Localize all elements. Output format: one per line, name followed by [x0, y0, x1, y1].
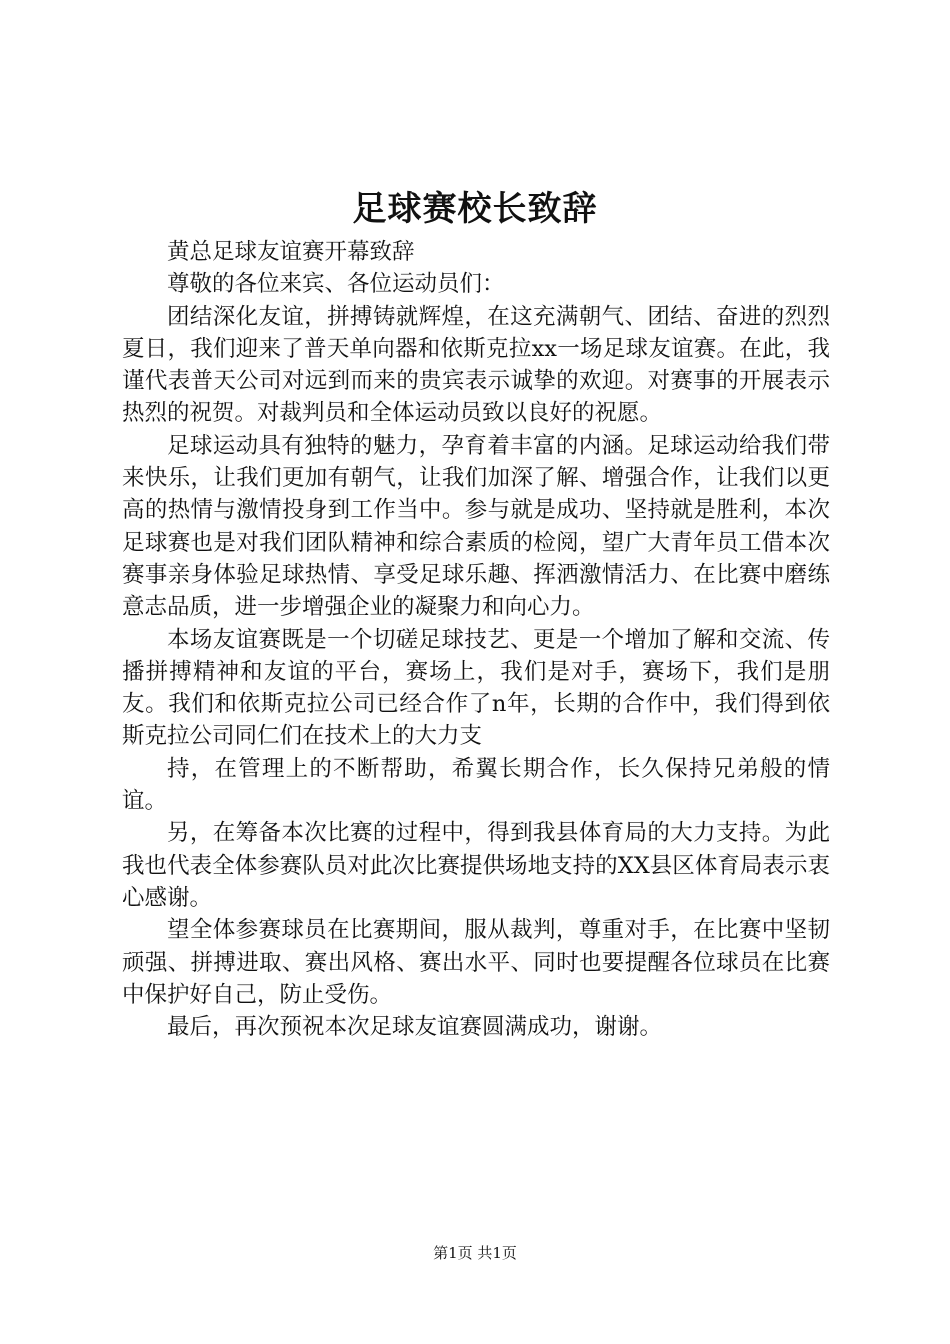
- salutation-paragraph: 尊敬的各位来宾、各位运动员们：: [167, 271, 505, 298]
- document-title: 足球赛校长致辞: [352, 189, 598, 229]
- body-paragraph: 足球运动具有独特的魅力，孕育着丰富的内涵。足球运动给我们带来快乐，让我们更加有朝气，让我们加深了解、增强合作，让我们以更高的热情与激情投身到工作当中。参与就是成功、坚持就是胜利，本次足球赛也是对我们团队精神和综合素质的检阅，望广大青年员工借本次赛事亲身体验足球热情、享受足球乐趣、挥洒激情活力、在比赛中磨练意志品质，进一步增强企业的凝聚力和向心力。: [122, 432, 830, 621]
- body-paragraph: 另，在筹备本次比赛的过程中，得到我县体育局的大力支持。为此我也代表全体参赛队员对此次比赛提供场地支持的XX县区体育局表示衷心感谢。: [122, 820, 830, 911]
- document-body: [122, 236, 830, 1043]
- closing-paragraph: 最后，再次预祝本次足球友谊赛圆满成功，谢谢。: [167, 1014, 663, 1041]
- body-paragraph: 团结深化友谊，拼搏铸就辉煌，在这充满朝气、团结、奋进的烈烈夏日，我们迎来了普天单向器和依斯克拉xx一场足球友谊赛。在此，我谨代表普天公司对远到而来的贵宾表示诚挚的欢迎。对赛事的开展表示热烈的祝贺。对裁判员和全体运动员致以良好的祝愿。: [122, 303, 830, 427]
- body-paragraph: 持，在管理上的不断帮助，希翼长期合作，长久保持兄弟般的情谊。: [122, 755, 830, 815]
- body-paragraph: 本场友谊赛既是一个切磋足球技艺、更是一个增加了解和交流、传播拼搏精神和友谊的平台，赛场上，我们是对手，赛场下，我们是朋友。我们和依斯克拉公司已经合作了n年，长期的合作中，我们得到依斯克拉公司同仁们在技术上的大力支: [122, 626, 830, 750]
- page-number-footer: 第1页 共1页: [433, 1244, 517, 1262]
- body-paragraph: 望全体参赛球员在比赛期间，服从裁判，尊重对手，在比赛中坚韧顽强、拼搏进取、赛出风格、赛出水平、同时也要提醒各位球员在比赛中保护好自己，防止受伤。: [122, 917, 830, 1008]
- subtitle-paragraph: 黄总足球友谊赛开幕致辞: [167, 239, 415, 265]
